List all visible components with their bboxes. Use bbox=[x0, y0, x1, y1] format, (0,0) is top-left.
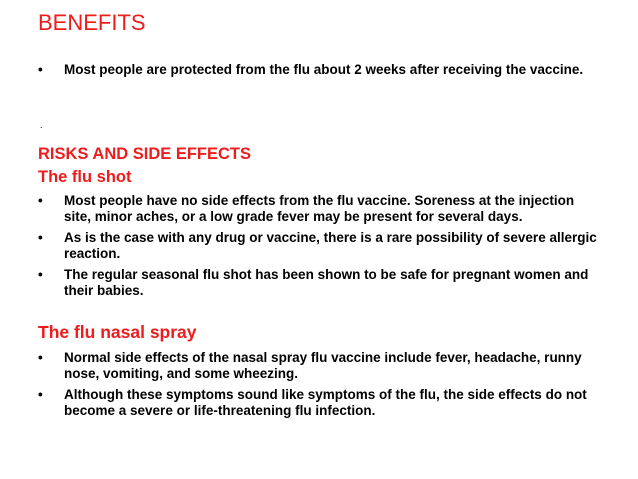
separator-dot: . bbox=[40, 120, 43, 130]
benefit-text-1: Most people are protected from the flu about 2 weeks after receiving the vaccine. bbox=[64, 62, 584, 77]
nasal-spray-heading: The flu nasal spray bbox=[38, 322, 197, 342]
nasal-spray-text-1: Normal side effects of the nasal spray flu vaccine include fever, headache, runny nose, vomiting, and some wheezing. bbox=[64, 350, 582, 381]
bullet-icon: • bbox=[38, 267, 43, 282]
bullet-icon: • bbox=[38, 230, 43, 245]
bullet-icon: • bbox=[38, 193, 43, 208]
risks-heading: RISKS AND SIDE EFFECTS bbox=[38, 145, 251, 163]
bullet-icon: • bbox=[38, 350, 43, 365]
flu-shot-text-2: As is the case with any drug or vaccine, there is a rare possibility of severe allergic reaction. bbox=[64, 230, 597, 261]
list-item bbox=[38, 230, 598, 262]
flu-shot-list bbox=[38, 193, 598, 304]
list-item bbox=[38, 267, 598, 299]
benefits-list bbox=[38, 62, 598, 83]
benefits-heading: BENEFITS bbox=[38, 10, 146, 35]
list-item bbox=[38, 350, 598, 382]
flu-shot-heading: The flu shot bbox=[38, 168, 132, 186]
list-item bbox=[38, 387, 598, 419]
bullet-icon: • bbox=[38, 62, 43, 77]
flu-shot-text-1: Most people have no side effects from the flu vaccine. Soreness at the injection site, minor aches, or a low grade fever may be present for several days. bbox=[64, 193, 575, 224]
nasal-spray-text-2: Although these symptoms sound like symptoms of the flu, the side effects do not become a severe or life-threatening flu infection. bbox=[64, 387, 587, 418]
list-item bbox=[38, 62, 598, 78]
list-item bbox=[38, 193, 598, 225]
flu-shot-text-3: The regular seasonal flu shot has been shown to be safe for pregnant women and their babies. bbox=[64, 267, 589, 298]
nasal-spray-list bbox=[38, 350, 598, 424]
bullet-icon: • bbox=[38, 387, 43, 402]
